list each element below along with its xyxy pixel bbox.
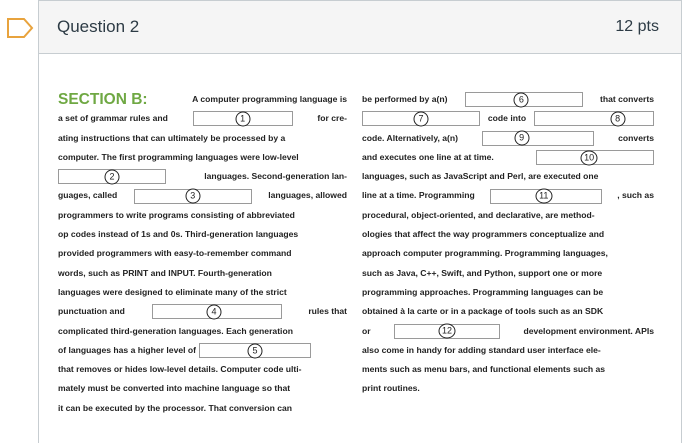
- blank-3-input[interactable]: [134, 189, 252, 204]
- text-line: code. Alternatively, a(n) 9 converts: [362, 129, 654, 148]
- text-line: 2 languages. Second-generation lan-: [58, 167, 347, 186]
- blank-11-input[interactable]: [490, 189, 602, 204]
- passage-left-column: [58, 90, 347, 418]
- passage-right-column: [362, 90, 654, 399]
- section-heading: SECTION B:: [58, 91, 148, 108]
- text-line: ating instructions that can ultimately be processed by a: [58, 132, 286, 143]
- text-line: or 12 development environment. APIs: [362, 322, 654, 341]
- text-line: words, such as PRINT and INPUT. Fourth-generation: [58, 267, 272, 278]
- blank-number-badge: 10: [581, 150, 598, 165]
- blank-5-input[interactable]: [199, 343, 311, 358]
- question-points: 12 pts: [615, 18, 659, 35]
- blank-12-input[interactable]: [394, 324, 500, 339]
- text-line: obtained à la carte or in a package of tools such as an SDK: [362, 306, 604, 317]
- text-line: be performed by a(n) 6 that converts: [362, 90, 654, 109]
- blank-1-input[interactable]: [193, 111, 293, 126]
- text-line: programming approaches. Programming languages can be: [362, 286, 604, 297]
- text-line: it can be executed by the processor. That conversion can: [58, 402, 293, 413]
- text-line: such as Java, C++, Swift, and Python, support one or more: [362, 267, 603, 278]
- text-line: languages, such as JavaScript and Perl, are executed one: [362, 171, 599, 182]
- text-line: op codes instead of 1s and 0s. Third-generation languages: [58, 229, 299, 240]
- text-line: procedural, object-oriented, and declarative, are method-: [362, 209, 595, 220]
- blank-number-badge: 5: [248, 343, 263, 358]
- blank-2-input[interactable]: [58, 169, 166, 184]
- text-line: approach computer programming. Programming languages,: [362, 248, 608, 259]
- text-line: computer. The first programming languages were low-level: [58, 151, 299, 162]
- text-line: punctuation and 4 rules that: [58, 302, 347, 321]
- blank-number-badge: 4: [207, 304, 222, 319]
- text-line: guages, called 3 languages, allowed: [58, 186, 347, 205]
- blank-6-input[interactable]: [465, 92, 583, 107]
- blank-number-badge: 7: [414, 111, 429, 126]
- blank-10-input[interactable]: [536, 150, 654, 165]
- blank-number-badge: 11: [535, 189, 552, 204]
- text-line: and executes one line at at time. 10: [362, 148, 654, 167]
- text-line: SECTION B: A computer programming language is: [58, 91, 347, 108]
- blank-8-input[interactable]: [534, 111, 654, 126]
- question-title: Question 2: [57, 17, 140, 36]
- text-line: also come in handy for adding standard user interface ele-: [362, 344, 601, 355]
- text-line: line at a time. Programming 11 , such as: [362, 186, 654, 205]
- text-line: ments such as menu bars, and functional elements such as: [362, 364, 606, 375]
- blank-4-input[interactable]: [152, 304, 282, 319]
- text-line: of languages has a higher level of 5: [58, 341, 347, 360]
- blank-9-input[interactable]: [482, 131, 594, 146]
- bookmark-flag-icon[interactable]: [6, 17, 34, 39]
- blank-number-badge: 12: [439, 324, 456, 339]
- text-line: that removes or hides low-level details. Computer code ulti-: [58, 364, 302, 375]
- text-line: print routines.: [362, 383, 420, 394]
- blank-number-badge: 2: [105, 169, 120, 184]
- text-line: mately must be converted into machine language so that: [58, 383, 291, 394]
- text-line: complicated third-generation languages. Each generation: [58, 325, 293, 336]
- blank-number-badge: 6: [514, 92, 529, 107]
- text-line: ologies that affect the way programmers conceptualize and: [362, 229, 605, 240]
- text-line: languages were designed to eliminate many of the strict: [58, 286, 287, 297]
- blank-7-input[interactable]: [362, 111, 480, 126]
- question-header: [39, 0, 681, 54]
- blank-number-badge: 8: [610, 111, 625, 126]
- text-line: provided programmers with easy-to-remember command: [58, 248, 292, 259]
- blank-number-badge: 9: [514, 131, 529, 146]
- text-line: programmers to write programs consisting of abbreviated: [58, 209, 295, 220]
- blank-number-badge: 3: [185, 189, 200, 204]
- text-line: 7 code into 8: [362, 109, 654, 128]
- text-line: a set of grammar rules and 1 for cre-: [58, 109, 347, 128]
- blank-number-badge: 1: [235, 111, 250, 126]
